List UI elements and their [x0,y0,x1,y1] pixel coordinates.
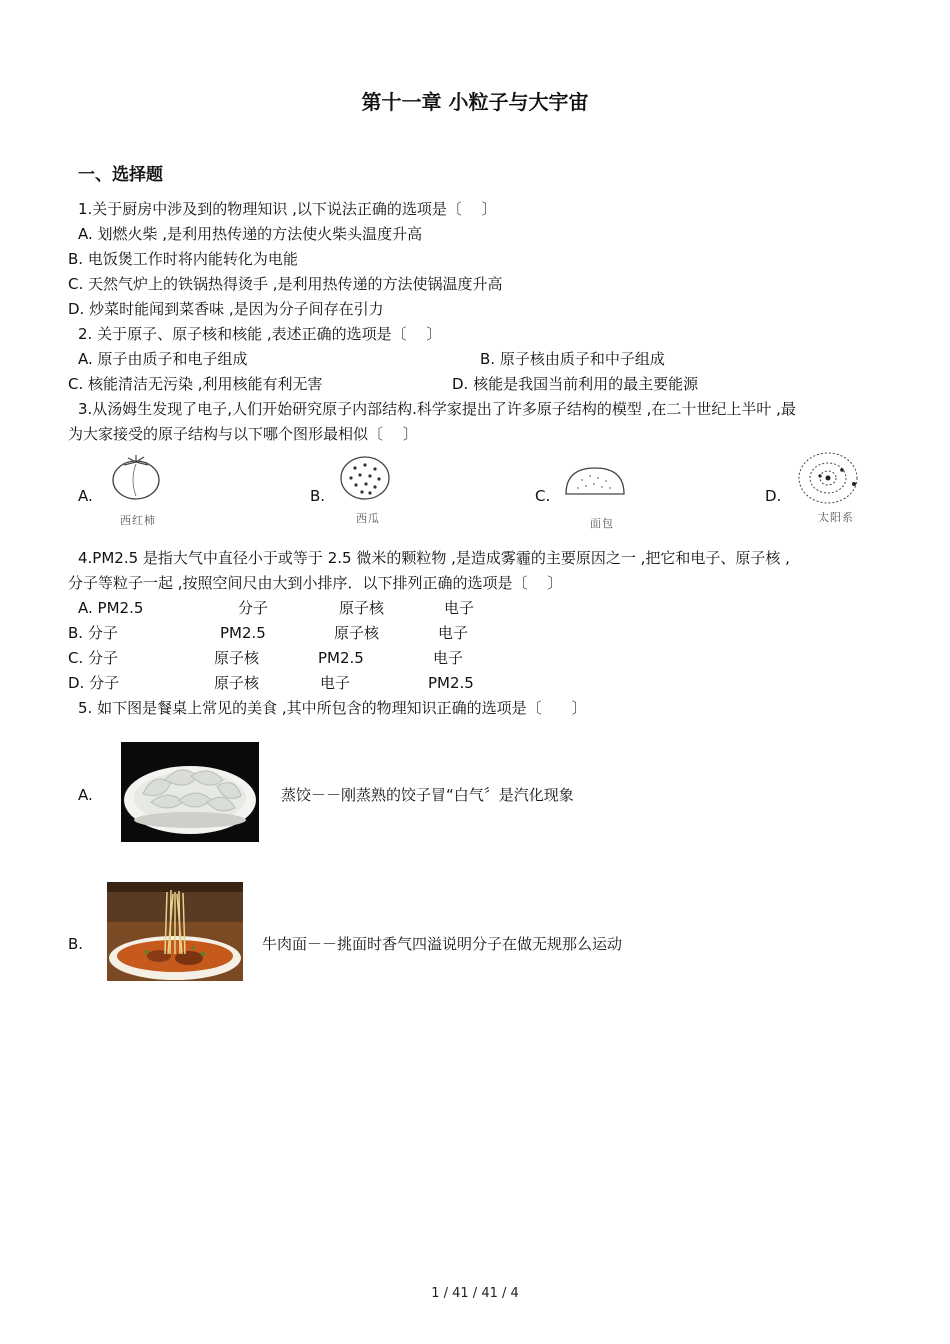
q5-option-b-label: B. [68,935,84,953]
bread-figure [562,464,628,500]
q1-stem: 1.关于厨房中涉及到的物理知识 ,以下说法正确的选项是〔 〕 [78,200,497,218]
q3-stem-line2: 为大家接受的原子结构与以下哪个图形最相似〔 〕 [68,425,418,443]
q3-option-a-label: A. [78,487,93,505]
q2-option-b: B. 原子核由质子和中子组成 [480,350,665,368]
dumplings-photo [121,742,259,842]
q4-row-a-c3: 原子核 [339,599,385,617]
watermelon-caption: 西瓜 [356,512,380,525]
q4-row-a-c2: 分子 [238,599,269,617]
q1-option-d: D. 炒菜时能闻到菜香味 ,是因为分子间存在引力 [68,300,384,318]
q5-option-a-label: A. [78,786,93,804]
q4-row-c-c1: C. 分子 [68,649,119,667]
q5-option-b-text: 牛肉面－－挑面时香气四溢说明分子在做无规那么运动 [262,935,623,953]
tomato-caption: 西红柿 [120,514,156,527]
q4-stem-line2: 分子等粒子一起 ,按照空间尺由大到小排序．以下排列正确的选项是〔 〕 [68,574,563,592]
q5-stem: 5. 如下图是餐桌上常见的美食 ,其中所包含的物理知识正确的选项是〔 〕 [78,699,587,717]
q4-row-b-c4: 电子 [438,624,469,642]
page-title: 第十一章 小粒子与大宇宙 [361,90,589,114]
q3-option-d-label: D. [765,487,782,505]
q4-row-d-c4: PM2.5 [428,674,474,692]
q4-row-c-c3: PM2.5 [318,649,364,667]
bread-caption: 面包 [590,517,614,530]
q4-stem-line1: 4.PM2.5 是指大气中直径小于或等于 2.5 微米的颗粒物 ,是造成雾霾的主要原因之一 ,把它和电子、原子核 , [78,549,790,567]
beef-noodles-photo [107,882,243,981]
q4-row-c-c2: 原子核 [214,649,260,667]
q2-option-d: D. 核能是我国当前利用的最主要能源 [452,375,699,393]
q1-option-a: A. 划燃火柴 ,是利用热传递的方法使火柴头温度升高 [78,225,423,243]
page-footer: 1 / 41 / 41 / 4 [431,1286,519,1301]
q5-option-a-text: 蒸饺－－刚蒸熟的饺子冒“白气〞是汽化现象 [281,786,574,804]
q4-row-b-c3: 原子核 [334,624,380,642]
tomato-figure [106,452,166,502]
q1-option-b: B. 电饭煲工作时将内能转化为电能 [68,250,298,268]
q4-row-d-c3: 电子 [320,674,351,692]
q4-row-d-c1: D. 分子 [68,674,120,692]
section-heading: 一、选择题 [78,165,163,185]
q4-row-d-c2: 原子核 [214,674,260,692]
q4-row-b-c1: B. 分子 [68,624,118,642]
q4-row-c-c4: 电子 [433,649,464,667]
watermelon-figure [338,454,392,502]
q1-option-c: C. 天然气炉上的铁锅热得烫手 ,是利用热传递的方法使锅温度升高 [68,275,503,293]
q3-stem-line1: 3.从汤姆生发现了电子,人们开始研究原子内部结构.科学家提出了许多原子结构的模型 ,在二十世纪上半叶 ,最 [78,400,796,418]
q2-option-c: C. 核能清洁无污染 ,利用核能有利无害 [68,375,323,393]
q3-option-c-label: C. [535,487,551,505]
q3-option-b-label: B. [310,487,326,505]
q2-option-a: A. 原子由质子和电子组成 [78,350,248,368]
solar-system-figure [796,450,860,506]
q4-row-b-c2: PM2.5 [220,624,266,642]
solar-system-caption: 太阳系 [818,511,854,524]
q2-stem: 2. 关于原子、原子核和核能 ,表述正确的选项是〔 〕 [78,325,442,343]
q4-row-a-c1: A. PM2.5 [78,599,144,617]
q4-row-a-c4: 电子 [444,599,475,617]
